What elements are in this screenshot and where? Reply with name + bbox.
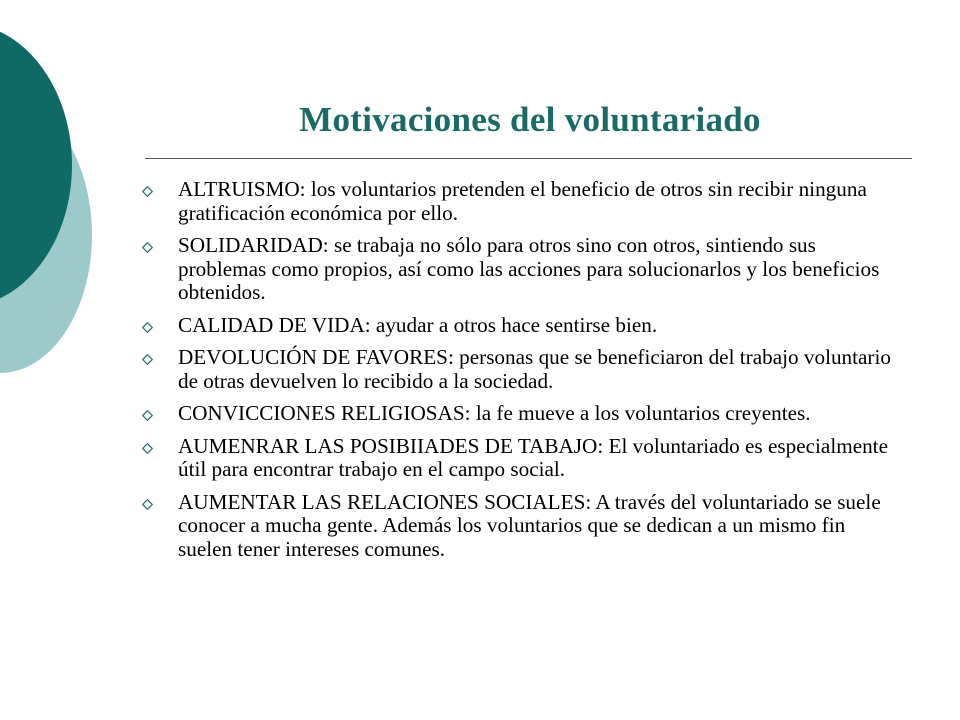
diamond-outline-icon (142, 242, 153, 253)
bullet-text: DEVOLUCIÓN DE FAVORES: personas que se beneficiaron del trabajo voluntario de otras devuelven lo recibido a la sociedad. (178, 345, 891, 393)
bullet-text: AUMENRAR LAS POSIBIIADES DE TABAJO: El voluntariado es especialmente útil para encontrar trabajo en el campo social. (178, 433, 888, 481)
bullet-text: ALTRUISMO: los voluntarios pretenden el beneficio de otros sin recibir ninguna gratificación económica por ello. (178, 177, 867, 225)
bullet-item (140, 314, 900, 338)
bullet-text: CONVICCIONES RELIGIOSAS: la fe mueve a los voluntarios creyentes. (178, 401, 811, 425)
diamond-outline-icon (142, 443, 153, 454)
title-divider (145, 158, 912, 159)
diamond-outline-icon (142, 186, 153, 197)
diamond-outline-icon (142, 354, 153, 365)
bullet-item (140, 402, 900, 426)
bullet-text: AUMENTAR LAS RELACIONES SOCIALES: A través del voluntariado se suele conocer a mucha gente. Además los voluntarios que se dedican a un mismo fin suelen tener intereses comunes. (178, 489, 881, 561)
bullet-item (140, 435, 900, 482)
bullet-item (140, 491, 900, 562)
bullet-item (140, 234, 900, 305)
decorative-circles (0, 0, 120, 400)
bullet-text: SOLIDARIDAD: se trabaja no sólo para otros sino con otros, sintiendo sus problemas como propios, así como las acciones para solucionarlos y los beneficios obtenidos. (178, 233, 880, 304)
bullet-item (140, 346, 900, 393)
bullet-list (140, 178, 900, 570)
diamond-outline-icon (142, 322, 153, 333)
bullet-text: CALIDAD DE VIDA: ayudar a otros hace sentirse bien. (178, 312, 658, 337)
slide-title: Motivaciones del voluntariado (299, 100, 761, 139)
diamond-outline-icon (142, 499, 153, 510)
bullet-item (140, 178, 900, 225)
diamond-outline-icon (142, 410, 153, 421)
